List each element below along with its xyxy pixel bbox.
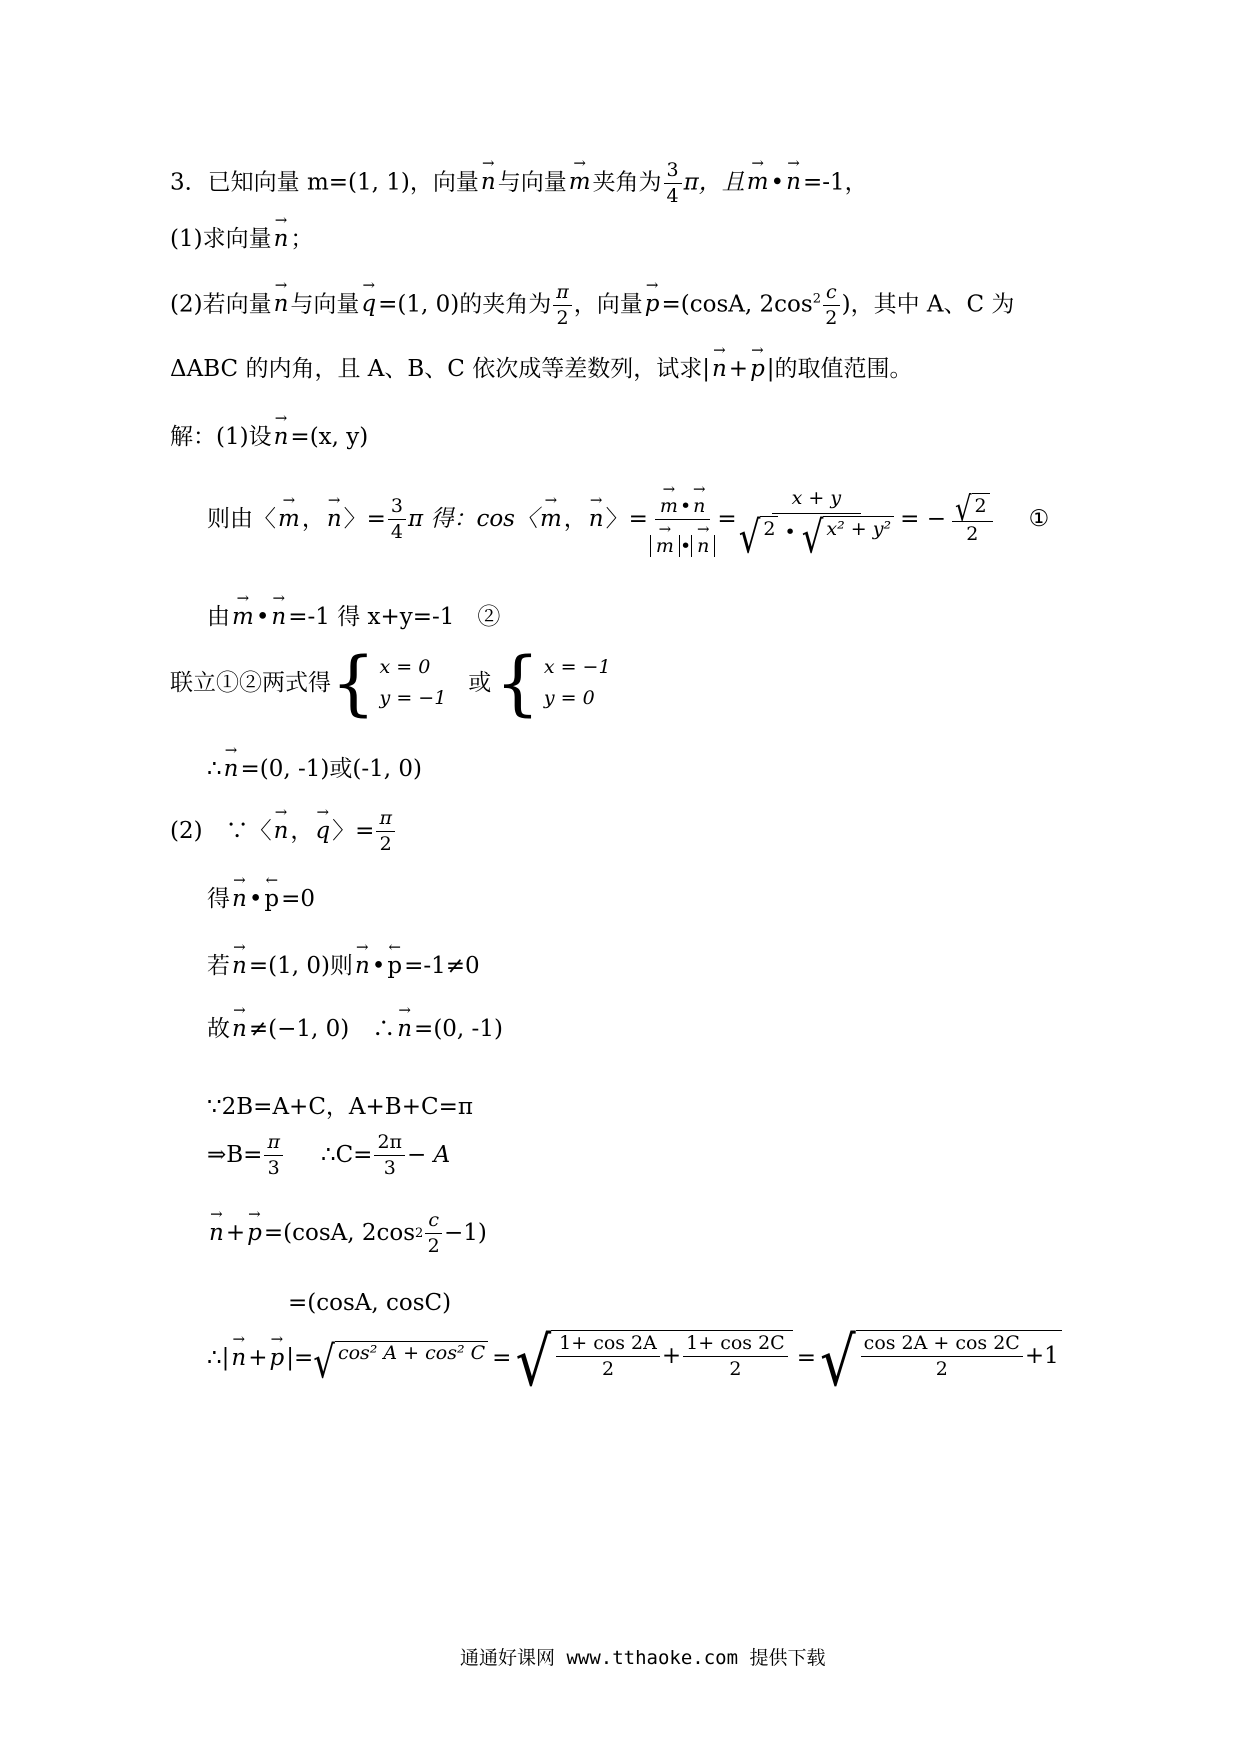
- fraction: $\frac{3}{4}$: [664, 160, 682, 207]
- solution-step-2: 则由〈 → m ， → n 〉= $\frac{3}{4}$ π 得：cos〈 → m ， → n 〉= → m •→ n → m •→ n = x + y √ 2 • √ x² + y² = − √ 2 2 ①: [207, 482, 1049, 557]
- solution-step-7: 得→ n•← p=0: [207, 888, 315, 911]
- solution-step-9: 故→ n≠(−1, 0) ∴→ n=(0, -1): [207, 1018, 503, 1041]
- vector-p: → p: [643, 293, 662, 316]
- equation-system-2: { x = −1 y = 0: [495, 642, 611, 724]
- vector-n: → n: [479, 171, 498, 194]
- vector-q: → q: [359, 293, 378, 316]
- solution-step-12: → n + → p =(cosA, 2cos 2 $\frac{c}{2}$ −1): [207, 1210, 487, 1257]
- solution-step-5: ∴→ n=(0, -1)或(-1, 0): [207, 758, 422, 781]
- solution-step-8: 若→ n=(1, 0)则→ n•← p=-1≠0: [207, 955, 480, 978]
- problem-part-2: (2)若向量→ n与向量→ q=(1, 0)的夹角为 $\frac{\pi}{2}$ ，向量→ p=(cosA, $2\cos^2$ $\frac{c}{2}$ )，其中 A、C 为: [170, 282, 1014, 329]
- radical-3: √ $\frac{\cos 2A + \cos 2C}{2}$ +1: [820, 1330, 1062, 1386]
- problem-number: 3．: [170, 169, 208, 196]
- page-footer: 通通好课网 www.tthaoke.com 提供下载: [460, 1647, 826, 1669]
- solution-step-4: 联立①②两式得 { x = 0 y = −1 或 { x = −1 y = 0: [170, 642, 611, 724]
- solution-step-3: 由→ m•→ n=-1 得 x+y=-1 ②: [207, 606, 500, 629]
- problem-part-1: (1)求向量→ n；: [170, 228, 313, 251]
- solution-step-11: ⇒B= $\frac{\pi}{3}$ ∴C= $\frac{2\pi}{3}$ − A: [207, 1131, 451, 1179]
- solution-step-1: 解：(1)设→ n=(x, y): [170, 426, 368, 449]
- equation-system-1: { x = 0 y = −1: [331, 642, 447, 724]
- solution-step-14: ∴| → n + → p |= √ cos² A + cos² C = √ $\frac{1+ \cos 2A}{2}$ + $\frac{1+ \cos 2C}{2}$ = √ $\frac{\cos 2A + \cos 2C}{2}$ +1: [207, 1330, 1062, 1386]
- solution-step-6: (2) ∵〈 → n ， → q 〉= $\frac{\pi}{2}$: [170, 808, 397, 855]
- problem-line-1: 3．已知向量 m=(1, 1)，向量→ n与向量→ m夹角为 $\frac{3}{4}$ π，且→ m•→ n=-1，: [170, 160, 868, 207]
- cosine-fraction: → m •→ n → m •→ n: [650, 482, 716, 557]
- problem-line-4: ΔABC 的内角，且 A、B、C 依次成等差数列，试求|→ n+→ p|的取值范围。: [170, 358, 913, 381]
- solution-step-10: ∵2B=A+C，A+B+C=π: [207, 1094, 473, 1120]
- solution-step-13: =(cosA, cosC): [288, 1290, 452, 1316]
- vector-m: → m: [567, 171, 593, 194]
- radical-2: √ $\frac{1+ \cos 2A}{2}$ + $\frac{1+ \cos 2C}{2}$: [515, 1330, 792, 1386]
